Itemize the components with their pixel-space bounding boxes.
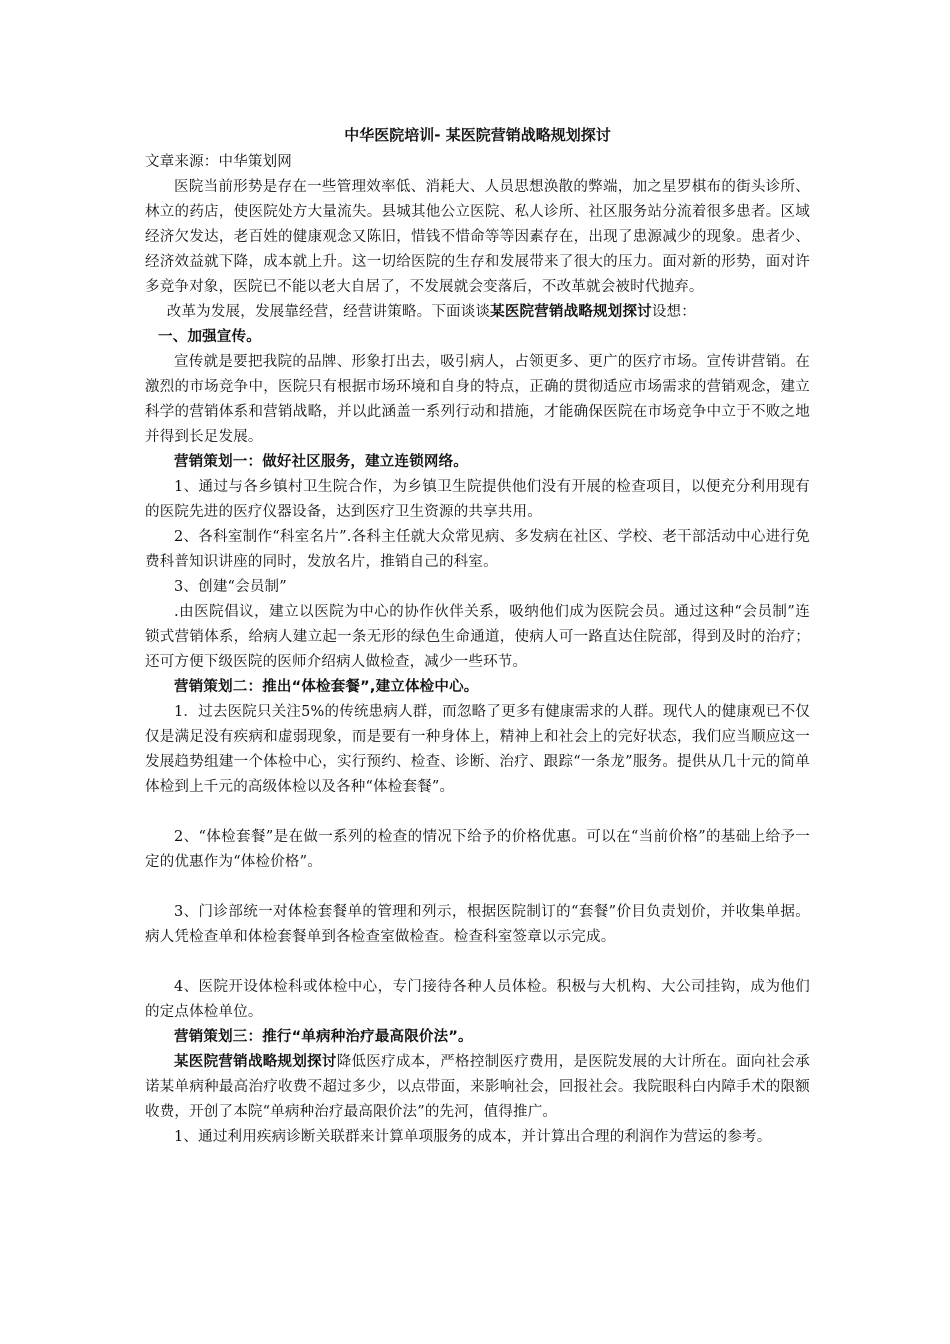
strategy-three-text: 降低医疗成本，严格控制医疗费用，是医院发展的大计所在。面向社会承诺某单病种最高治疗收费不超过多少，以点带面，来影响社会，回报社会。我院眼科白内障手术的限额收费，开创了本院“单病种治疗最高限价法”的先河，值得推广。 [145, 1054, 810, 1120]
strategy-two-item-3: 3、门诊部统一对体检套餐单的管理和列示，根据医院制订的“套餐”价目负责划价，并收集单据。病人凭检查单和体检套餐单到各检查室做检查。检查科室签章以示完成。 [145, 904, 810, 945]
heading-publicity: 一、加强宣传。 [158, 329, 261, 345]
keyword-link-2: 某医院营销战略规划探讨 [174, 1054, 337, 1070]
strategy-two-heading: 营销策划二：推出“体检套餐”,建立体检中心。 [174, 679, 479, 695]
document-page [145, 122, 810, 1150]
reform-suffix: 设想： [651, 304, 696, 320]
strategy-one-item-1: 1、通过与各乡镇村卫生院合作，为乡镇卫生院提供他们没有开展的检查项目，以便充分利用现有的医院先进的医疗仪器设备，达到医疗卫生资源的共享共用。 [145, 479, 810, 520]
strategy-two-item-2: 2、“体检套餐”是在做一系列的检查的情况下给予的价格优惠。可以在“当前价格”的基础上给予一定的优惠作为“体检价格”。 [145, 829, 810, 870]
paragraph-reform [145, 300, 810, 325]
strategy-three-paragraph [145, 1050, 810, 1125]
reform-text: 改革为发展，发展靠经营，经营讲策略。下面谈谈 [166, 304, 491, 320]
paragraph-publicity: 宣传就是要把我院的品牌、形象打出去，吸引病人，占领更多、更广的医疗市场。宣传讲营销。在激烈的市场竞争中，医院只有根据市场环境和自身的特点，正确的贯彻适应市场需求的营销观念，建立科学的营销体系和营销战略，并以此涵盖一系列行动和措施，才能确保医院在市场竞争中立于不败之地并得到长足发展。 [145, 354, 810, 445]
keyword-link: 某医院营销战略规划探讨 [490, 304, 652, 320]
strategy-two-item-1: 1．过去医院只关注5%的传统患病人群，而忽略了更多有健康需求的人群。现代人的健康观已不仅仅是满足没有疾病和虚弱现象，而是要有一种身体上，精神上和社会上的完好状态，我们应当顺应这一发展趋势组建一个体检中心，实行预约、检查、诊断、治疗、跟踪“一条龙”服务。提供从几十元的简单体检到上千元的高级体检以及各种“体检套餐”。 [145, 704, 810, 795]
strategy-three-heading: 营销策划三：推行“单病种治疗最高限价法”。 [174, 1029, 473, 1045]
strategy-three-item-1: 1、通过利用疾病诊断关联群来计算单项服务的成本，并计算出合理的利润作为营运的参考。 [174, 1129, 772, 1145]
strategy-one-item-2: 2、各科室制作“科室名片”.各科主任就大众常见病、多发病在社区、学校、老干部活动中心进行免费科普知识讲座的同时，发放名片，推销自己的科室。 [145, 529, 810, 570]
strategy-one-item-4: .由医院倡议，建立以医院为中心的协作伙伴关系，吸纳他们成为医院会员。通过这种“会员制”连锁式营销体系，给病人建立起一条无形的绿色生命通道，使病人可一路直达住院部，得到及时的治疗；还可方便下级医院的医师介绍病人做检查，减少一些环节。 [145, 604, 810, 670]
document-title: 中华医院培训- 某医院营销战略规划探讨 [344, 126, 611, 144]
strategy-one-item-3: 3、创建“会员制” [174, 579, 287, 595]
article-source: 文章来源：中华策划网 [145, 154, 292, 170]
strategy-two-item-4: 4、医院开设体检科或体检中心，专门接待各种人员体检。积极与大机构、大公司挂钩，成为他们的定点体检单位。 [145, 979, 810, 1020]
strategy-one-heading: 营销策划一：做好社区服务，建立连锁网络。 [174, 454, 468, 470]
paragraph-intro: 医院当前形势是存在一些管理效率低、消耗大、人员思想涣散的弊端，加之星罗棋布的街头诊所、林立的药店，使医院处方大量流失。县城其他公立医院、私人诊所、社区服务站分流着很多患者。区域经济欠发达，老百姓的健康观念又陈旧，惜钱不惜命等等因素存在，出现了患源减少的现象。患者少、经济效益就下降，成本就上升。这一切给医院的生存和发展带来了很大的压力。面对新的形势，面对许多竞争对象，医院已不能以老大自居了，不发展就会变落后，不改革就会被时代抛弃。 [145, 179, 810, 295]
